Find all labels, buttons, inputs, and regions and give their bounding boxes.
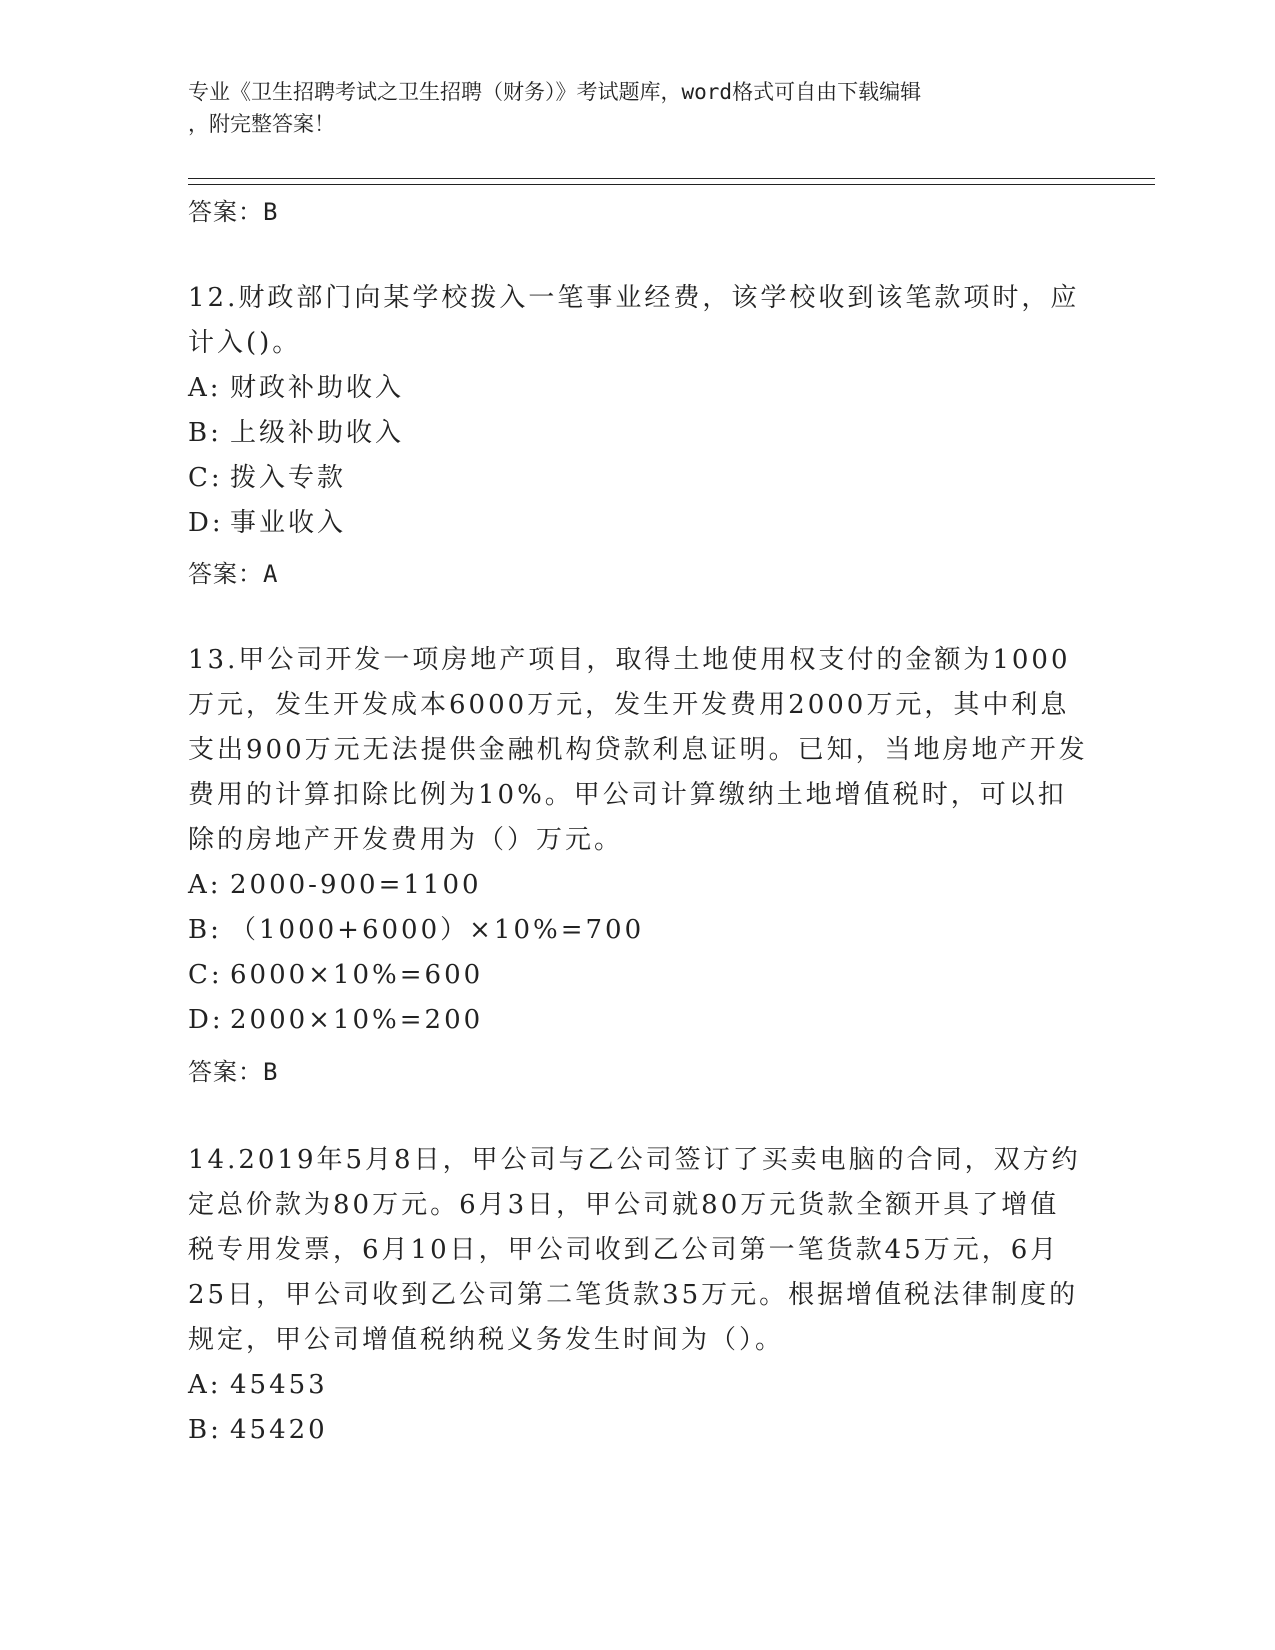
question-13-option-c: C: 6000×10%=600 (188, 960, 484, 990)
question-12-option-c: C: 拨入专款 (188, 463, 347, 493)
question-13-option-d: D: 2000×10%=200 (188, 1005, 484, 1035)
document-header (188, 76, 1068, 140)
question-12-option-a: A: 财政补助收入 (188, 373, 405, 403)
answer-12: 答案：A (188, 560, 279, 588)
answer-11: 答案：B (188, 198, 279, 226)
header-rule-bottom (188, 184, 1155, 185)
header-line-2: ，附完整答案！ (188, 112, 335, 136)
answer-13: 答案：B (188, 1058, 279, 1086)
question-14-option-a: A: 45453 (188, 1370, 328, 1400)
question-12-stem: 12.财政部门向某学校拨入一笔事业经费，该学校收到该笔款项时，应计入()。 (188, 283, 1080, 358)
question-12-option-d: D: 事业收入 (188, 508, 347, 538)
question-14 (188, 1138, 1088, 1453)
question-13-option-a: A: 2000-900=1100 (188, 870, 482, 900)
question-12 (188, 276, 1088, 546)
question-14-option-b: B: 45420 (188, 1415, 328, 1445)
question-13-option-b: B: （1000+6000）×10%=700 (188, 915, 645, 945)
question-13 (188, 638, 1088, 1043)
header-rule-top (188, 178, 1155, 179)
question-12-option-b: B: 上级补助收入 (188, 418, 405, 448)
header-line-1: 专业《卫生招聘考试之卫生招聘（财务）》考试题库，word格式可自由下载编辑 (188, 80, 922, 104)
question-14-stem: 14.2019年5月8日，甲公司与乙公司签订了买卖电脑的合同，双方约定总价款为80万元。6月3日，甲公司就80万元货款全额开具了增值税专用发票，6月10日，甲公司收到乙公司第一笔货款45万元，6月25日，甲公司收到乙公司第二笔货款35万元。根据增值税法律制度的规定，甲公司增值税纳税义务发生时间为（）。 (188, 1145, 1081, 1355)
question-13-stem: 13.甲公司开发一项房地产项目，取得土地使用权支付的金额为1000万元，发生开发成本6000万元，发生开发费用2000万元，其中利息支出900万元无法提供金融机构贷款利息证明。已知，当地房地产开发费用的计算扣除比例为10%。甲公司计算缴纳土地增值税时，可以扣除的房地产开发费用为（）万元。 (188, 645, 1088, 855)
